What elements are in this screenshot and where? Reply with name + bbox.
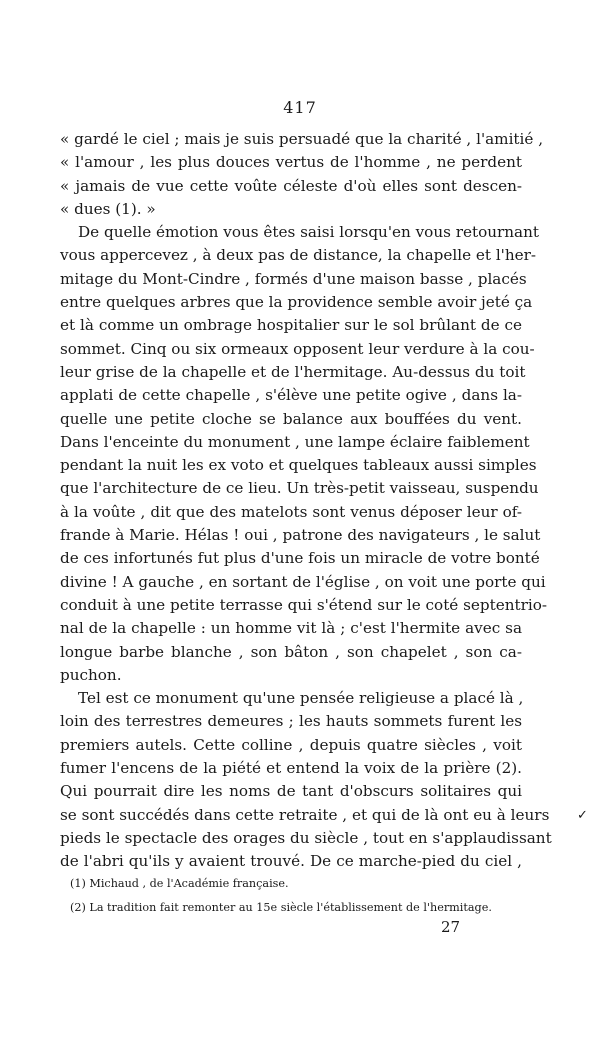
text-line: fumer l'encens de la piété et entend la voix de la prière (2). [60,759,522,778]
text-line: pendant la nuit les ex voto et quelques tableaux aussi simples [60,456,537,475]
text-line: De quelle émotion vous êtes saisi lorsqu'en vous retournant [78,223,539,242]
text-line: se sont succédés dans cette retraite , et qui de là ont eu à leurs [60,805,550,824]
text-line: et là comme un ombrage hospitalier sur le sol brûlant de ce [60,316,522,335]
text-line: entre quelques arbres que la providence semble avoir jeté ça [60,293,533,312]
text-line: premiers autels. Cette colline , depuis quatre siècles , voit [60,735,522,754]
text-line: à la voûte , dit que des matelots sont venus déposer leur of- [60,502,522,521]
text-line: que l'architecture de ce lieu. Un très-petit vaisseau, suspendu [60,479,539,498]
text-line: quelle une petite cloche se balance aux bouffées du vent. [60,409,522,428]
text-line: « jamais de vue cette voûte céleste d'où elles sont descen- [60,176,522,195]
text-line: nal de la chapelle : un homme vit là ; c'est l'hermite avec sa [60,619,522,638]
text-line: divine ! A gauche , en sortant de l'église , on voit une porte qui [60,572,546,591]
text-line: « gardé le ciel ; mais je suis persuadé que la charité , l'amitié , [60,130,544,148]
text-line: pieds le spectacle des orages du siècle , tout en s'applaudissant [60,828,552,847]
text-line: Tel est ce monument qu'une pensée religieuse a placé là , [78,689,524,708]
text-line: loin des terrestres demeures ; les hauts sommets furent les [60,712,522,731]
footnotes [70,872,530,920]
text-line: Dans l'enceinte du monument , une lampe éclaire faiblement [60,432,530,451]
footnote-1: (1) Michaud , de l'Académie française. [70,877,289,890]
signature-mark: 27 [441,918,461,936]
text-line: sommet. Cinq ou six ormeaux opposent leur verdure à la cou- [60,339,535,358]
text-line: longue barbe blanche , son bâton , son chapelet , son ca- [60,642,522,661]
text-line: puchon. [60,665,122,684]
text-line: Qui pourrait dire les noms de tant d'obscurs solitaires qui [60,782,522,801]
text-line: de ces infortunés fut plus d'une fois un miracle de votre bonté [60,549,540,568]
page-number: 417 [283,98,317,117]
text-line: applati de cette chapelle , s'élève une petite ogive , dans la- [60,386,522,405]
body-text [60,128,552,874]
footnote-2: (2) La tradition fait remonter au 15e siècle l'établissement de l'hermitage. [70,901,492,914]
text-line: de l'abri qu'ils y avaient trouvé. De ce marche-pied du ciel , [60,852,522,871]
text-line: « l'amour , les plus douces vertus de l'homme , ne perdent [60,153,522,172]
text-line: « dues (1). » [60,199,156,218]
text-line: vous appercevez , à deux pas de distance, la chapelle et l'her- [60,246,537,265]
margin-check-mark: ✓ [577,808,588,823]
text-line: mitage du Mont-Cindre , formés d'une maison basse , placés [60,269,527,288]
text-line: conduit à une petite terrasse qui s'étend sur le coté septentrio- [60,595,547,614]
text-line: leur grise de la chapelle et de l'hermitage. Au-dessus du toit [60,362,526,381]
text-line: frande à Marie. Hélas ! oui , patrone des navigateurs , le salut [60,526,541,545]
